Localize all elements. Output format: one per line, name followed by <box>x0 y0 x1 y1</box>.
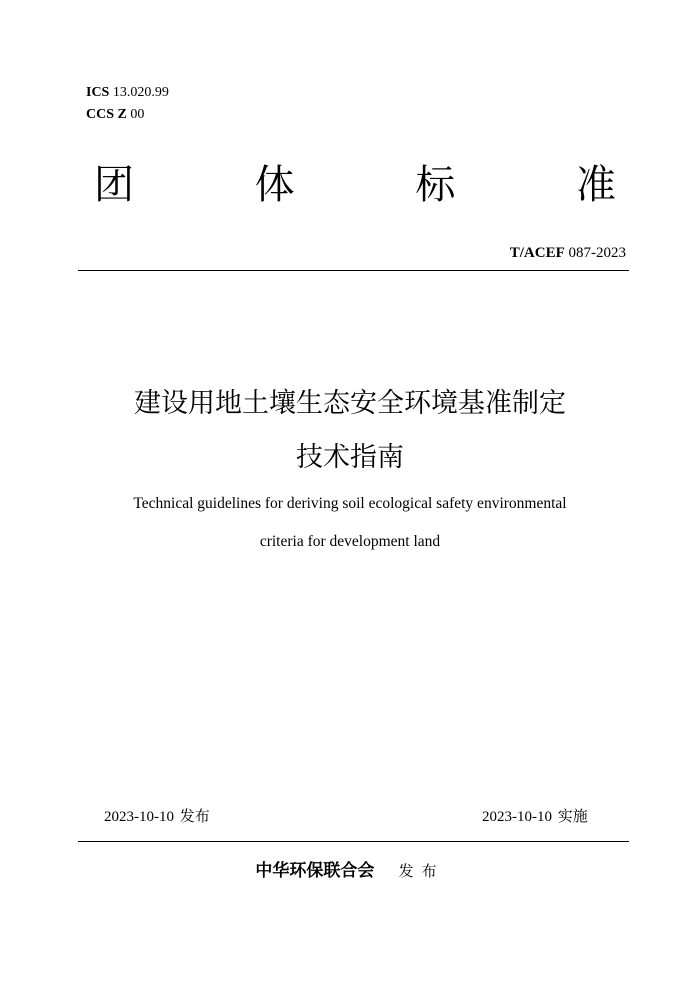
ccs-line <box>86 104 169 126</box>
heading-char: 标 <box>415 162 456 208</box>
implementation-date-block <box>482 806 588 827</box>
publisher-verb: 发布 <box>398 862 445 880</box>
english-title-line-2: criteria for development land <box>259 533 441 550</box>
ccs-value: 00 <box>130 107 145 122</box>
ics-label: ICS <box>86 85 110 100</box>
standard-code: 087-2023 <box>568 245 626 261</box>
implementation-word: 实施 <box>557 807 588 825</box>
release-word: 发布 <box>179 807 210 825</box>
heading-char: 团 <box>94 162 134 208</box>
ccs-label: CCS Z <box>86 107 127 122</box>
standard-prefix: T/ACEF <box>509 245 565 261</box>
english-title-line-1: Technical guidelines for deriving soil ecological safety environmental <box>133 495 567 512</box>
heading-char: 准 <box>575 162 616 208</box>
heading-char: 体 <box>254 162 295 208</box>
release-date-block <box>104 806 210 827</box>
classification-codes <box>86 82 169 126</box>
implementation-date: 2023-10-10 <box>482 809 552 825</box>
release-date: 2023-10-10 <box>104 809 174 825</box>
chinese-title-line-2: 技术指南 <box>296 442 404 473</box>
ics-line <box>86 82 169 104</box>
top-divider <box>78 270 629 271</box>
publisher-line <box>0 859 700 883</box>
ics-value: 13.020.99 <box>112 85 169 100</box>
bottom-divider <box>78 841 629 842</box>
chinese-title-line-1: 建设用地土壤生态安全环境基准制定 <box>134 388 566 419</box>
standard-number <box>510 243 626 263</box>
publisher-name: 中华环保联合会 <box>255 861 375 881</box>
document-category-heading <box>94 160 616 210</box>
